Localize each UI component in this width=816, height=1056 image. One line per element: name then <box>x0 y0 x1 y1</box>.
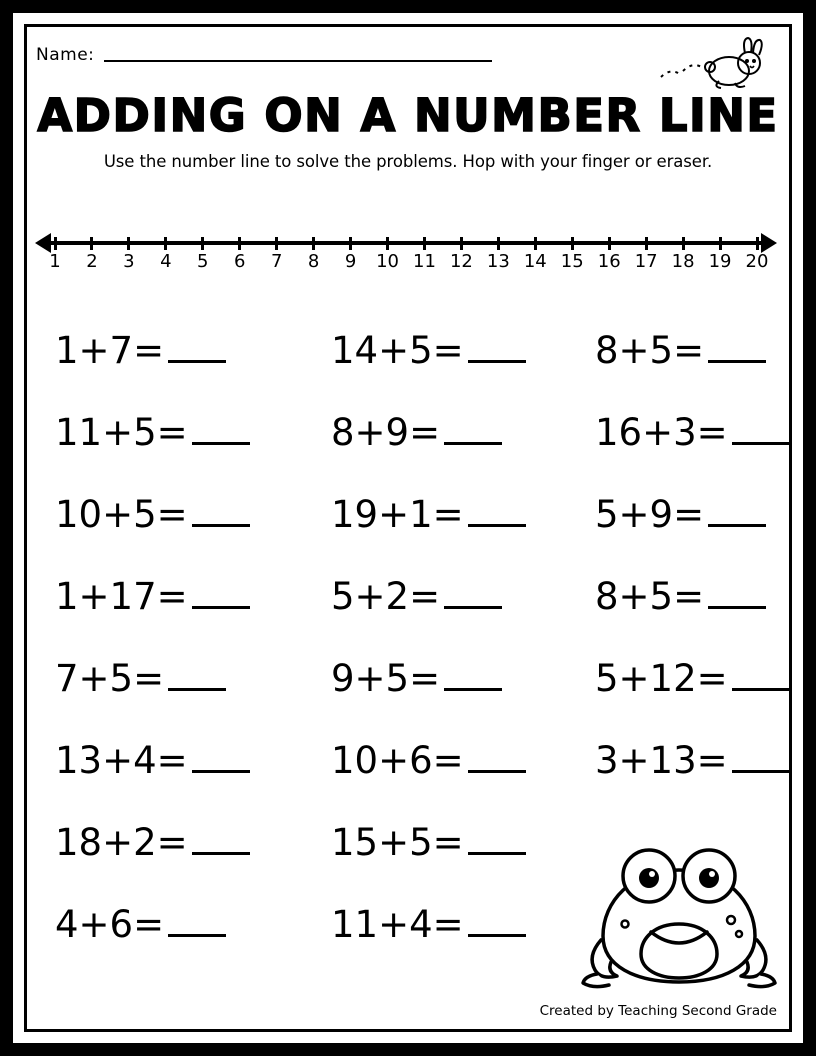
problem-expression: 3+13= <box>595 738 728 782</box>
number-line-tick <box>460 237 463 250</box>
problem-cell <box>27 801 297 883</box>
problem-expression: 1+7= <box>55 328 165 372</box>
number-line-tick-label: 14 <box>523 251 547 272</box>
problem-cell <box>297 637 565 719</box>
problem-cell <box>27 309 297 391</box>
page-title: ADDING ON A NUMBER LINE <box>37 89 779 142</box>
problem-expression: 11+4= <box>331 902 464 946</box>
answer-blank[interactable] <box>444 580 502 609</box>
number-line-tick-label: 12 <box>449 251 473 272</box>
number-line-tick-label: 17 <box>634 251 658 272</box>
number-line-tick <box>386 237 389 250</box>
number-line-tick-label: 11 <box>413 251 436 272</box>
worksheet-content <box>27 27 789 1029</box>
number-line-labels <box>49 251 769 277</box>
arrow-right-icon <box>761 233 777 253</box>
bunny-icon <box>657 37 767 97</box>
name-row <box>36 45 492 65</box>
name-label: Name: <box>36 45 95 65</box>
number-line-tick <box>756 237 759 250</box>
number-line-tick <box>645 237 648 250</box>
number-line-tick <box>201 237 204 250</box>
problem-cell <box>27 391 297 473</box>
number-line-tick <box>719 237 722 250</box>
problem-cell <box>297 391 565 473</box>
number-line-tick-label: 13 <box>486 251 510 272</box>
number-line-tick <box>423 237 426 250</box>
answer-blank[interactable] <box>192 826 250 855</box>
problem-expression: 5+9= <box>595 492 705 536</box>
number-line-tick-label: 6 <box>234 251 246 272</box>
problem-expression: 8+5= <box>595 328 705 372</box>
problem-expression: 8+5= <box>595 574 705 618</box>
number-line-tick-label: 19 <box>708 251 732 272</box>
answer-blank[interactable] <box>444 662 502 691</box>
number-line-tick-label: 5 <box>197 251 209 272</box>
number-line-tick-label: 8 <box>307 251 320 272</box>
number-line-tick-label: 18 <box>671 251 695 272</box>
problem-expression: 11+5= <box>55 410 188 454</box>
answer-blank[interactable] <box>468 498 526 527</box>
problem-expression: 10+5= <box>55 492 188 536</box>
number-line-tick <box>571 237 574 250</box>
answer-blank[interactable] <box>192 416 250 445</box>
number-line-tick <box>349 237 352 250</box>
answer-blank[interactable] <box>192 744 250 773</box>
number-line-ticks <box>55 237 757 251</box>
problem-expression: 5+2= <box>331 574 441 618</box>
number-line-tick <box>238 237 241 250</box>
answer-blank[interactable] <box>192 580 250 609</box>
problem-cell <box>565 391 789 473</box>
problem-cell <box>565 473 789 555</box>
problem-cell <box>565 309 789 391</box>
problem-cell <box>27 637 297 719</box>
number-line-tick-label: 7 <box>270 251 283 272</box>
number-line-tick-label: 1 <box>49 251 61 272</box>
answer-blank[interactable] <box>708 580 766 609</box>
number-line-tick <box>682 237 685 250</box>
instructions-text: Use the number line to solve the problems. Hop with your finger or eraser. <box>103 152 713 171</box>
answer-blank[interactable] <box>708 334 766 363</box>
number-line-tick-label: 4 <box>160 251 172 272</box>
problem-expression: 19+1= <box>331 492 464 536</box>
answer-blank[interactable] <box>168 334 226 363</box>
number-line-tick <box>90 237 93 250</box>
number-line-tick <box>534 237 537 250</box>
problem-cell <box>297 309 565 391</box>
answer-blank[interactable] <box>468 744 526 773</box>
answer-blank[interactable] <box>708 498 766 527</box>
number-line-tick-label: 20 <box>745 251 769 272</box>
answer-blank[interactable] <box>168 662 226 691</box>
answer-blank[interactable] <box>732 416 789 445</box>
number-line-tick <box>497 237 500 250</box>
number-line <box>35 217 777 289</box>
problem-expression: 16+3= <box>595 410 728 454</box>
problem-expression: 15+5= <box>331 820 464 864</box>
answer-blank[interactable] <box>168 908 226 937</box>
problem-cell <box>297 719 565 801</box>
number-line-tick <box>312 237 315 250</box>
problem-cell <box>27 555 297 637</box>
problem-expression: 10+6= <box>331 738 464 782</box>
number-line-tick-label: 2 <box>86 251 98 272</box>
problem-expression: 1+17= <box>55 574 188 618</box>
problem-expression: 18+2= <box>55 820 188 864</box>
number-line-tick <box>608 237 611 250</box>
number-line-tick <box>54 237 57 250</box>
problem-cell <box>27 719 297 801</box>
problem-cell <box>565 555 789 637</box>
answer-blank[interactable] <box>444 416 502 445</box>
problem-cell <box>297 555 565 637</box>
answer-blank[interactable] <box>468 334 526 363</box>
number-line-tick <box>275 237 278 250</box>
problem-cell <box>297 801 565 883</box>
problem-cell <box>27 473 297 555</box>
answer-blank[interactable] <box>468 826 526 855</box>
number-line-tick-label: 16 <box>597 251 621 272</box>
answer-blank[interactable] <box>732 662 789 691</box>
problem-cell <box>27 883 297 965</box>
answer-blank[interactable] <box>468 908 526 937</box>
answer-blank[interactable] <box>732 744 789 773</box>
frog-icon <box>579 828 779 993</box>
name-input-line[interactable] <box>104 60 492 62</box>
number-line-tick-label: 10 <box>376 251 399 272</box>
number-line-tick-label: 9 <box>344 251 357 272</box>
credit-text: Created by Teaching Second Grade <box>539 1003 777 1019</box>
problem-expression: 5+12= <box>595 656 728 700</box>
number-line-tick-label: 3 <box>123 251 135 272</box>
problem-expression: 4+6= <box>55 902 165 946</box>
problem-expression: 8+9= <box>331 410 441 454</box>
number-line-tick <box>164 237 167 250</box>
problem-expression: 9+5= <box>331 656 441 700</box>
problem-cell <box>565 719 789 801</box>
problem-expression: 14+5= <box>331 328 464 372</box>
problem-cell <box>297 473 565 555</box>
problem-cell <box>565 637 789 719</box>
number-line-tick <box>127 237 130 250</box>
number-line-tick-label: 15 <box>560 251 584 272</box>
answer-blank[interactable] <box>192 498 250 527</box>
problem-cell <box>297 883 565 965</box>
problem-expression: 7+5= <box>55 656 165 700</box>
problem-expression: 13+4= <box>55 738 188 782</box>
